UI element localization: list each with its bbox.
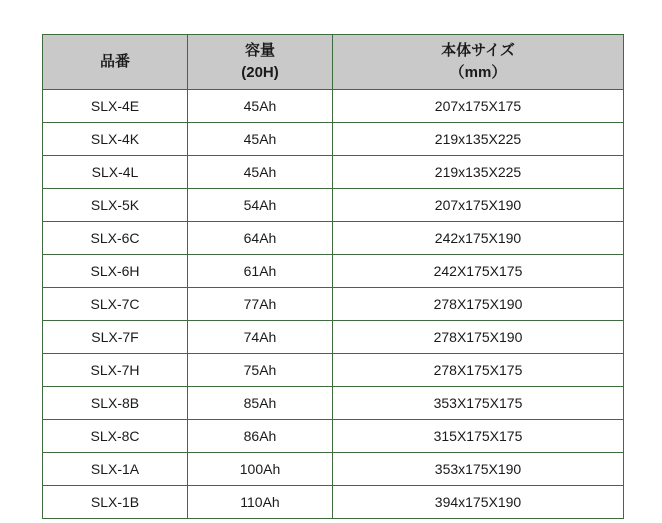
cell-part-number: SLX-4K [43,123,188,156]
table-row [43,354,624,387]
cell-capacity: 110Ah [188,486,333,519]
table-body [43,90,624,519]
table-header [43,35,624,90]
table-row [43,453,624,486]
cell-body-size: 278X175X190 [333,288,624,321]
table-row [43,387,624,420]
cell-capacity: 45Ah [188,156,333,189]
cell-body-size: 278X175X190 [333,321,624,354]
table-row [43,189,624,222]
cell-body-size: 315X175X175 [333,420,624,453]
column-header-body-size [333,35,624,90]
table-header-row [43,35,624,90]
cell-body-size: 353X175X175 [333,387,624,420]
cell-capacity: 75Ah [188,354,333,387]
cell-body-size: 394x175X190 [333,486,624,519]
column-header-body-size-line2: （mm） [449,64,507,81]
cell-body-size: 207x175X190 [333,189,624,222]
table-row [43,321,624,354]
cell-body-size: 278X175X175 [333,354,624,387]
cell-body-size: 207x175X175 [333,90,624,123]
column-header-capacity-line1: 容量 [244,42,275,60]
cell-capacity: 74Ah [188,321,333,354]
battery-spec-table [42,34,624,519]
table-row [43,222,624,255]
cell-body-size: 242X175X175 [333,255,624,288]
cell-capacity: 54Ah [188,189,333,222]
cell-part-number: SLX-6C [43,222,188,255]
table-row [43,288,624,321]
table-row [43,123,624,156]
cell-part-number: SLX-7C [43,288,188,321]
table-row [43,420,624,453]
cell-capacity: 45Ah [188,123,333,156]
cell-part-number: SLX-5K [43,189,188,222]
column-header-part-number-line1: 品番 [99,53,130,71]
column-header-capacity [188,35,333,90]
cell-part-number: SLX-7F [43,321,188,354]
spec-table-wrapper [42,34,620,519]
table-row [43,255,624,288]
column-header-part-number [43,35,188,90]
cell-part-number: SLX-8C [43,420,188,453]
cell-part-number: SLX-4E [43,90,188,123]
cell-capacity: 77Ah [188,288,333,321]
column-header-body-size-line1: 本体サイズ [441,42,515,60]
table-row [43,90,624,123]
cell-part-number: SLX-1A [43,453,188,486]
cell-part-number: SLX-6H [43,255,188,288]
table-row [43,156,624,189]
cell-body-size: 219x135X225 [333,156,624,189]
cell-capacity: 45Ah [188,90,333,123]
column-header-capacity-line2: (20H) [241,64,279,81]
cell-body-size: 353x175X190 [333,453,624,486]
cell-part-number: SLX-7H [43,354,188,387]
cell-capacity: 85Ah [188,387,333,420]
cell-part-number: SLX-8B [43,387,188,420]
cell-capacity: 100Ah [188,453,333,486]
cell-body-size: 219x135X225 [333,123,624,156]
table-row [43,486,624,519]
cell-capacity: 61Ah [188,255,333,288]
cell-capacity: 86Ah [188,420,333,453]
cell-part-number: SLX-4L [43,156,188,189]
cell-part-number: SLX-1B [43,486,188,519]
cell-capacity: 64Ah [188,222,333,255]
cell-body-size: 242x175X190 [333,222,624,255]
